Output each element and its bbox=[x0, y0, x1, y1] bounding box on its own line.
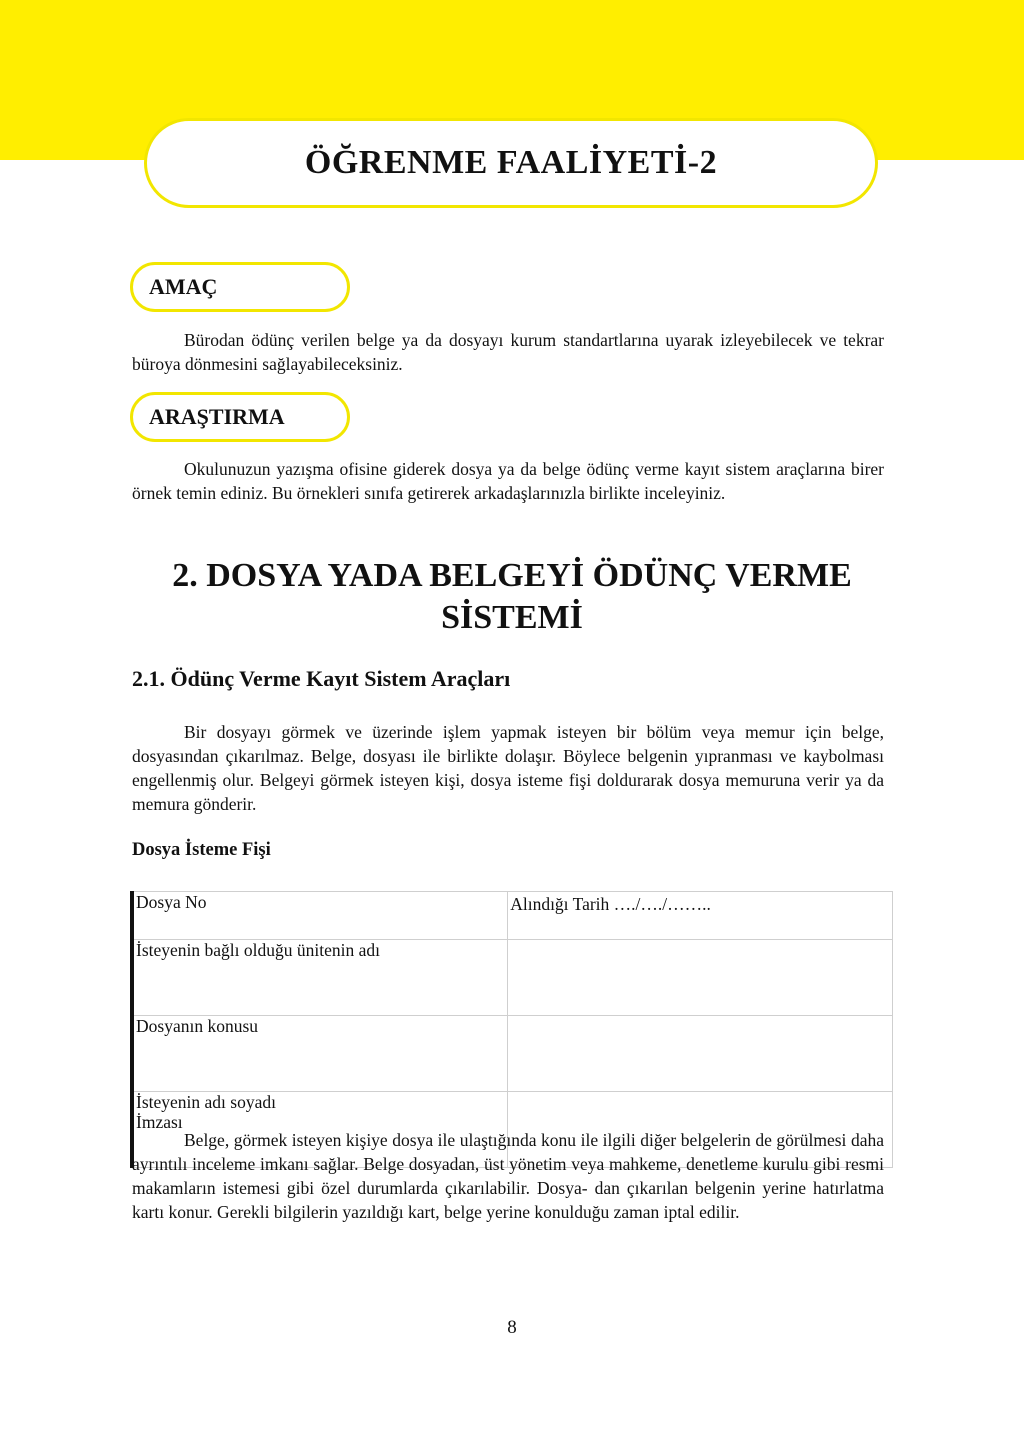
unite-adi-cell: İsteyenin bağlı olduğu ünitenin adı bbox=[132, 940, 508, 1016]
alindigi-tarih-cell: Alındığı Tarih …./…./…….. bbox=[508, 892, 893, 940]
table-row bbox=[132, 1016, 893, 1092]
body-paragraph-1-text: Bir dosyayı görmek ve üzerinde işlem yapmak isteyen bir bölüm veya memur için belge, dosyasından çıkarılmaz. Belge, dosyası ile birlikte dolaşır. Böylece belgenin yıpranması ve kaybolması engellenmiş olur. Belgeyi görmek isteyen kişi, dosya isteme fişi doldurarak dosya memuruna verir ya da memura gönderir. bbox=[132, 722, 884, 814]
body-paragraph-2 bbox=[132, 1128, 884, 1224]
section-heading bbox=[100, 555, 924, 639]
amac-badge bbox=[130, 262, 350, 312]
page-number: 8 bbox=[507, 1317, 517, 1338]
form-title: Dosya İsteme Fişi bbox=[132, 840, 271, 860]
dosya-no-cell: Dosya No bbox=[132, 892, 508, 940]
page-title: ÖĞRENME FAALİYETİ-2 bbox=[304, 144, 718, 181]
adi-soyadi-label: İsteyenin adı soyadı bbox=[136, 1092, 276, 1112]
body-paragraph-2-text: Belge, görmek isteyen kişiye dosya ile ulaştığında konu ile ilgili diğer belgelerin de görülmesi daha ayrıntılı inceleme imkanı sağlar. Belge dosyadan, üst yönetim veya mahkeme, denetleme kurulu gibi resmi makamların istemesi gibi özel durumlarda çıkarılabilir. Dosya- dan çıkarılan belgenin yerine hatırlatma kartı konur. Gerekli bilgilerin yazıldığı kart, belge yerine konulduğu zaman iptal edilir. bbox=[132, 1130, 884, 1222]
arastirma-text: Okulunuzun yazışma ofisine giderek dosya ya da belge ödünç verme kayıt sistem araçlarına birer örnek temin ediniz. Bu örnekleri sınıfa getirerek arkadaşlarınızla birlikte inceleyiniz. bbox=[132, 459, 884, 503]
arastirma-badge bbox=[130, 392, 350, 442]
section-heading-line2: SİSTEMİ bbox=[441, 599, 583, 636]
amac-text: Bürodan ödünç verilen belge ya da dosyayı kurum standartlarına uyarak izleyebilecek ve tekrar büroya dönmesini sağlayabileceksiniz. bbox=[132, 330, 884, 374]
subsection-heading: 2.1. Ödünç Verme Kayıt Sistem Araçları bbox=[132, 666, 511, 691]
konu-cell: Dosyanın konusu bbox=[132, 1016, 508, 1092]
table-row bbox=[132, 892, 893, 940]
konu-value-cell bbox=[508, 1016, 893, 1092]
body-paragraph-1 bbox=[132, 720, 884, 816]
imzasi-label: İmzası bbox=[136, 1112, 183, 1132]
unite-adi-value-cell bbox=[508, 940, 893, 1016]
table-row bbox=[132, 940, 893, 1016]
amac-paragraph bbox=[132, 328, 884, 376]
title-banner bbox=[144, 118, 878, 208]
dosya-isteme-fisi-table bbox=[130, 891, 893, 1168]
arastirma-label: ARAŞTIRMA bbox=[149, 404, 285, 429]
arastirma-paragraph bbox=[132, 457, 884, 505]
amac-label: AMAÇ bbox=[149, 274, 218, 299]
section-heading-line1: 2. DOSYA YADA BELGEYİ ÖDÜNÇ VERME bbox=[172, 557, 852, 594]
